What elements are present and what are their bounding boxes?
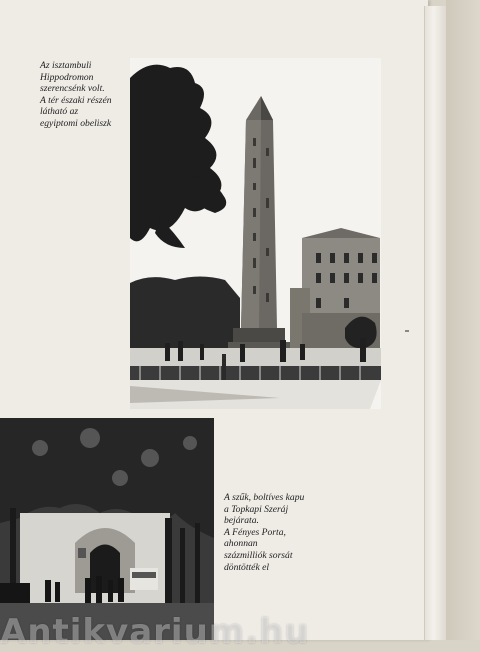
obelisk-caption: Az isztambuli Hippodromon szerencsénk volt. A tér északi részén látható az egyiptomi obeliszk xyxy=(40,60,112,129)
book-cover-edge xyxy=(446,0,480,640)
topkapi-gate-photo-image xyxy=(0,418,214,640)
gate-caption: A szűk, boltíves kapu a Topkapi Szeráj bejárata. A Fényes Porta, ahonnan százmilliók sorsát döntötték el xyxy=(224,492,305,573)
obelisk-photo-image xyxy=(130,58,381,409)
obelisk-photo xyxy=(130,58,381,409)
page-edge xyxy=(424,6,447,640)
watermark-text: Antikvarium.hu xyxy=(0,612,310,652)
page-mark xyxy=(405,330,409,332)
topkapi-gate-photo xyxy=(0,418,214,640)
